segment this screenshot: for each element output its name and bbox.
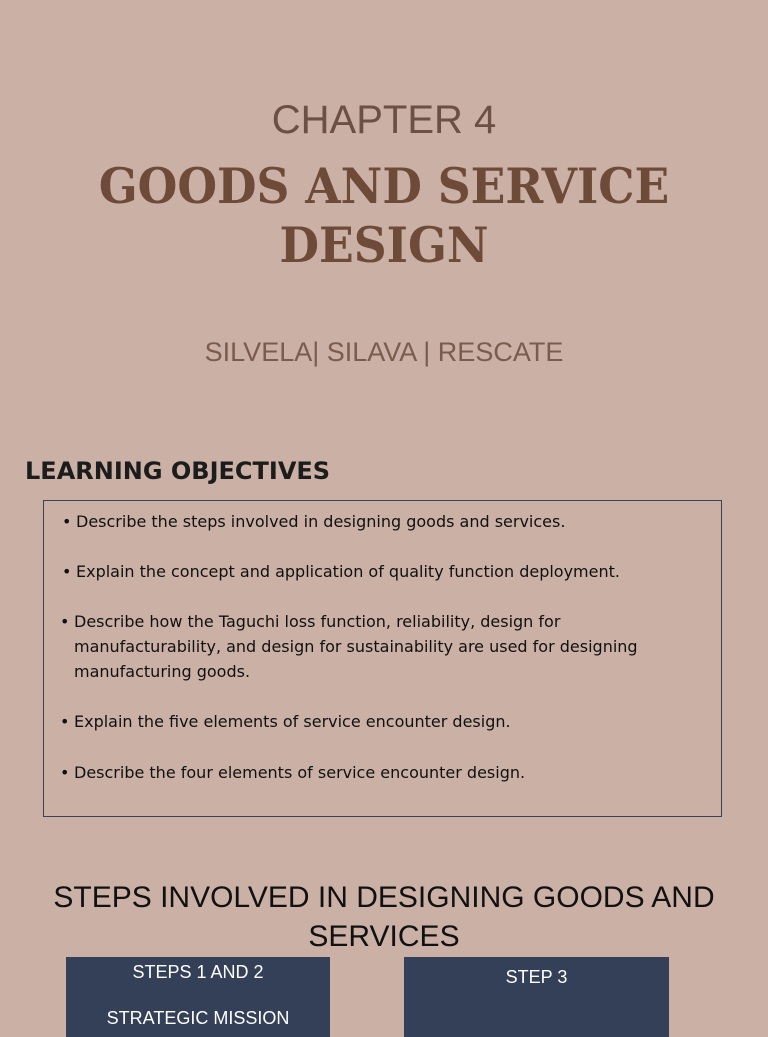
authors-line: SILVELA| SILAVA | RESCATE	[204, 337, 564, 367]
learning-objectives-heading: LEARNING OBJECTIVES	[25, 457, 331, 485]
objective-item	[60, 609, 690, 684]
steps-heading: STEPS INVOLVED IN DESIGNING GOODS AND SERVICES	[53, 881, 715, 953]
objective-text: Describe the steps involved in designing goods and services.	[76, 512, 566, 531]
objective-item	[60, 760, 710, 785]
bullet-icon: •	[62, 562, 72, 581]
bullet-icon: •	[60, 712, 70, 731]
learning-objectives-box	[43, 500, 722, 817]
objective-text: Explain the five elements of service encounter design.	[74, 712, 511, 731]
step-card-subtitle: STRATEGIC MISSION	[106, 1008, 290, 1028]
objective-item	[62, 509, 712, 534]
objective-text: Describe how the Taguchi loss function, reliability, design for manufacturability, and design for sustainability are used for designing manufacturing goods.	[74, 612, 638, 681]
bullet-icon: •	[60, 763, 70, 782]
step-card-title: STEPS 1 AND 2	[132, 962, 264, 982]
bullet-icon: •	[60, 612, 70, 631]
bullet-icon: •	[62, 512, 72, 531]
page-title: GOODS AND SERVICE DESIGN	[98, 157, 670, 274]
objective-text: Explain the concept and application of quality function deployment.	[76, 562, 620, 581]
objective-item	[62, 559, 712, 584]
chapter-label: CHAPTER 4	[271, 98, 497, 142]
objective-text: Describe the four elements of service encounter design.	[74, 763, 526, 782]
step-card-1-2	[66, 957, 330, 1037]
step-card-title: STEP 3	[505, 967, 568, 987]
objective-item	[60, 709, 710, 734]
step-card-3	[404, 957, 669, 1037]
